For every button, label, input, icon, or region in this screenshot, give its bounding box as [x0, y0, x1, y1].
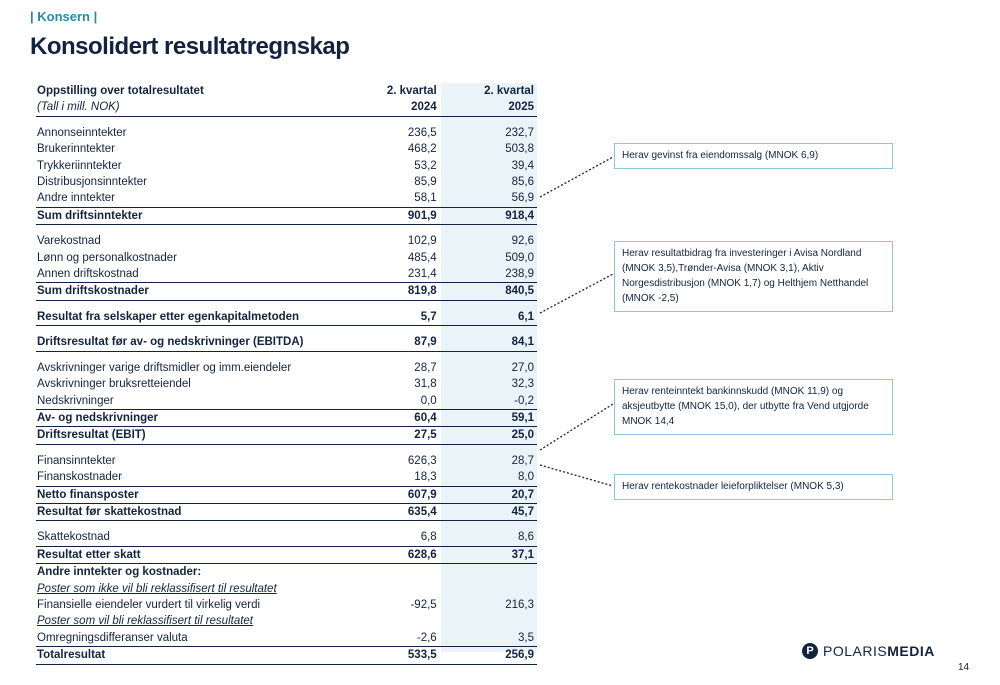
- row-label: Annen driftskostnad: [36, 266, 342, 283]
- row-value-2025: [440, 581, 537, 597]
- row-value-2025: 232,7: [505, 126, 534, 139]
- spacer-row: [36, 326, 537, 335]
- row-label: Avskrivninger bruksretteiendel: [37, 378, 191, 391]
- table-row: [36, 250, 537, 266]
- row-label: Trykkeriinntekter: [37, 159, 122, 172]
- row-value-2024: 18,3: [342, 469, 439, 486]
- row-value-2025: 918,4: [440, 207, 537, 224]
- row-label: Andre inntekter og kostnader:: [37, 566, 202, 579]
- table-header-label: Oppstilling over totalresultatet: [37, 85, 204, 97]
- connector-line-1: [540, 157, 613, 197]
- spacer-row: [36, 521, 537, 530]
- table-subheader-row: [36, 99, 537, 116]
- row-value-2024: 6,8: [342, 529, 439, 546]
- table-row: [36, 453, 537, 469]
- row-value-2025: 6,1: [440, 309, 537, 326]
- row-label: Avskrivninger varige driftsmidler og imm.eiendeler: [37, 361, 292, 374]
- row-label: Av- og nedskrivninger: [36, 409, 342, 426]
- row-label: Totalresultat: [36, 647, 342, 664]
- row-value-2024: 231,4: [342, 266, 439, 283]
- row-value-2025: 503,8: [505, 143, 534, 156]
- row-value-2025: 20,7: [440, 486, 537, 503]
- row-value-2025: 28,7: [511, 454, 534, 467]
- table-unit-label: (Tall i mill. NOK): [36, 99, 342, 116]
- table-row: [36, 360, 537, 376]
- row-value-2025: 85,6: [511, 176, 534, 189]
- subsection-heading-row: [36, 581, 537, 597]
- row-value-2025: 37,1: [440, 546, 537, 563]
- row-label: Driftsresultat (EBIT): [36, 427, 342, 444]
- table-row: [36, 233, 537, 249]
- row-value-2024: 468,2: [407, 143, 437, 156]
- row-value-2024: 87,9: [342, 334, 439, 351]
- spacer-row: [36, 444, 537, 453]
- row-value-2025: 84,1: [440, 334, 537, 351]
- page-number: 14: [958, 662, 970, 673]
- row-label: Resultat fra selskaper etter egenkapitalmetoden: [36, 309, 342, 326]
- row-label: Nedskrivninger: [36, 393, 342, 410]
- table-header-row: [36, 83, 537, 99]
- subtotal-row: [36, 546, 537, 563]
- row-value-2024: 628,6: [342, 546, 439, 563]
- row-value-2024: 635,4: [342, 503, 439, 520]
- table-row: [36, 190, 537, 207]
- subtotal-row: [36, 207, 537, 224]
- connector-line-2: [540, 274, 613, 313]
- row-value-2025: 27,0: [511, 361, 534, 374]
- row-label: Varekostnad: [37, 235, 101, 248]
- section-tag: | Konsern |: [30, 9, 98, 24]
- subtotal-row: [36, 486, 537, 503]
- col-2025-year: 2025: [440, 99, 537, 116]
- table-row: [36, 266, 537, 283]
- logo-text-light: POLARIS: [823, 643, 888, 659]
- row-value-2024: 901,9: [342, 207, 439, 224]
- col-2024-period: 2. kvartal: [386, 85, 437, 97]
- note-box-interest-income: Herav renteinntekt bankinnskudd (MNOK 11,9) og aksjeutbytte (MNOK 15,0), der utbytte fra Vend utgjorde MNOK 14,4: [614, 379, 893, 435]
- table-row: [36, 141, 537, 157]
- row-label: Poster som vil bli reklassifisert til resultatet: [37, 615, 254, 628]
- row-value-2025: 840,5: [440, 283, 537, 300]
- row-value-2025: 39,4: [511, 159, 534, 172]
- row-label: Distribusjonsinntekter: [37, 176, 147, 189]
- connector-line-4: [540, 465, 613, 486]
- row-label: Finanskostnader: [36, 469, 342, 486]
- row-value-2025: 256,9: [440, 647, 537, 664]
- row-value-2025: -0,2: [440, 393, 537, 410]
- row-value-2025: 56,9: [440, 190, 537, 207]
- table-row: [36, 158, 537, 174]
- row-value-2025: 8,0: [440, 469, 537, 486]
- row-label: Resultat før skattekostnad: [36, 503, 342, 520]
- logo-mark-icon: P: [802, 643, 818, 659]
- spacer-row: [36, 351, 537, 360]
- row-label: Finansielle eiendeler vurdert til virkelig verdi: [37, 598, 261, 611]
- note-box-property-gain: Herav gevinst fra eiendomssalg (MNOK 6,9): [614, 143, 893, 169]
- logo-text-bold: MEDIA: [887, 643, 935, 659]
- col-2024-year: 2024: [342, 99, 439, 116]
- row-value-2025: 25,0: [440, 427, 537, 444]
- row-label: Brukerinntekter: [37, 143, 115, 156]
- row-value-2024: 819,8: [342, 283, 439, 300]
- row-value-2025: 32,3: [511, 378, 534, 391]
- row-value-2025: [440, 564, 537, 581]
- table-row: [36, 125, 537, 141]
- row-label: Poster som ikke vil bli reklassifisert til resultatet: [37, 582, 277, 595]
- row-value-2024: 236,5: [407, 126, 437, 139]
- connector-line-3: [540, 404, 613, 450]
- row-value-2024: 58,1: [342, 190, 439, 207]
- row-value-2024: 60,4: [342, 409, 439, 426]
- row-value-2025: 238,9: [440, 266, 537, 283]
- row-value-2024: 0,0: [342, 393, 439, 410]
- table-row: [36, 597, 537, 613]
- subsection-heading-row: [36, 613, 537, 629]
- polaris-media-logo: [802, 643, 935, 659]
- row-value-2024: [342, 581, 439, 597]
- row-value-2024: -92,5: [410, 598, 437, 611]
- subtotal-row: [36, 283, 537, 300]
- col-2025-period: 2. kvartal: [484, 85, 534, 97]
- page-title: Konsolidert resultatregnskap: [30, 33, 350, 60]
- table-row: [36, 630, 537, 647]
- subtotal-row: [36, 427, 537, 444]
- row-value-2024: 27,5: [342, 427, 439, 444]
- table-row: [36, 469, 537, 486]
- row-value-2024: [342, 564, 439, 581]
- income-statement-table: [36, 83, 537, 665]
- row-value-2024: 5,7: [342, 309, 439, 326]
- row-value-2024: 626,3: [407, 454, 437, 467]
- row-value-2025: 509,0: [505, 251, 534, 264]
- row-value-2024: 31,8: [414, 378, 437, 391]
- spacer-row: [36, 116, 537, 125]
- row-label: Annonseinntekter: [37, 126, 127, 139]
- table-row: [36, 393, 537, 410]
- row-value-2024: 85,9: [414, 176, 437, 189]
- row-label: Lønn og personalkostnader: [37, 251, 178, 264]
- row-label: Sum driftskostnader: [36, 283, 342, 300]
- logo-text: [823, 643, 935, 659]
- row-value-2025: [440, 613, 537, 629]
- row-value-2024: 28,7: [414, 361, 437, 374]
- row-label: Driftsresultat før av- og nedskrivninger (EBITDA): [36, 334, 342, 351]
- row-value-2024: -2,6: [342, 630, 439, 647]
- row-value-2024: [342, 613, 439, 629]
- table-row: [36, 174, 537, 190]
- table-row: [36, 376, 537, 392]
- row-value-2024: 102,9: [407, 235, 437, 248]
- row-label: Skattekostnad: [36, 529, 342, 546]
- spacer-row: [36, 225, 537, 234]
- row-label: Andre inntekter: [36, 190, 342, 207]
- table-row: [36, 529, 537, 546]
- section-heading-row: [36, 564, 537, 581]
- row-value-2024: 53,2: [414, 159, 437, 172]
- row-label: Resultat etter skatt: [36, 546, 342, 563]
- row-label: Sum driftsinntekter: [36, 207, 342, 224]
- row-label: Netto finansposter: [36, 486, 342, 503]
- row-label: Finansinntekter: [37, 454, 116, 467]
- note-box-associates: Herav resultatbidrag fra investeringer i Avisa Nordland (MNOK 3,5),Trønder-Avisa (MNOK 3,1), Aktiv Norgesdistribusjon (MNOK 1,7) og Helthjem Netthandel (MNOK -2,5): [614, 241, 893, 312]
- row-value-2024: 533,5: [342, 647, 439, 664]
- subtotal-row: [36, 503, 537, 520]
- row-value-2025: 45,7: [440, 503, 537, 520]
- row-value-2025: 59,1: [440, 409, 537, 426]
- note-box-lease-interest: Herav rentekostnader leieforpliktelser (MNOK 5,3): [614, 474, 893, 500]
- row-value-2025: 3,5: [440, 630, 537, 647]
- subtotal-row: [36, 309, 537, 326]
- total-row: [36, 647, 537, 664]
- row-value-2025: 216,3: [505, 598, 534, 611]
- subtotal-row: [36, 409, 537, 426]
- row-label: Omregningsdifferanser valuta: [36, 630, 342, 647]
- row-value-2024: 485,4: [407, 251, 437, 264]
- spacer-row: [36, 300, 537, 309]
- row-value-2024: 607,9: [342, 486, 439, 503]
- row-value-2025: 8,6: [440, 529, 537, 546]
- row-value-2025: 92,6: [511, 235, 534, 248]
- subtotal-row: [36, 334, 537, 351]
